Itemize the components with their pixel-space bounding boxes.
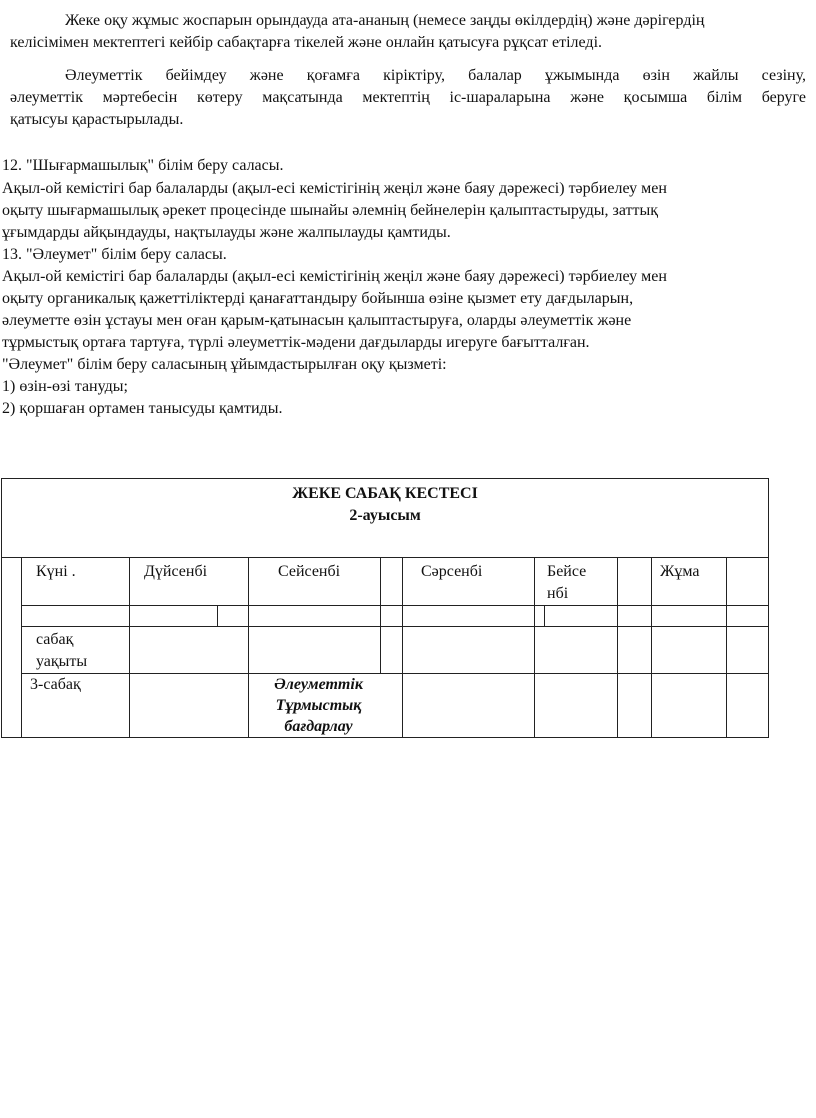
section-13-line-3: әлеуметте өзін ұстауы мен оған қарым-қатынасын қалыптастыруға, оларды әлеуметтік және [2,312,632,329]
empty-cell [381,627,403,674]
empty-cell [403,674,535,738]
empty-cell [403,606,535,627]
empty-cell [381,606,403,627]
social-paragraph-line-2: әлеуметтік мәртебесін көтеру мақсатында мектептің іс-шараларына және қосымша білім беруге [10,89,806,106]
section-12-line-3: ұғымдарды айқындауды, нақтылауды және жалпылауды қамтиды. [2,224,451,241]
empty-cell [535,606,545,627]
section-12-line-1: Ақыл-ой кемістігі бар балаларды (ақыл-есі кемістігінің жеңіл және баяу дәрежесі) тәрбиелеу мен [2,180,667,197]
left-margin-cell [2,606,22,627]
empty-cell [535,627,618,674]
empty-cell [218,606,249,627]
section-13-heading: 13. "Әлеумет" білім беру саласы. [2,246,227,263]
section-13-line-4: тұрмыстық ортаға тартуға, түрлі әлеуметтік-мәдени дағдыларды игеруге бағытталған. [2,334,590,351]
time-label-cell: сабақ уақыты [22,627,130,674]
empty-cell [727,606,769,627]
empty-cell [545,606,618,627]
social-paragraph-line-3: қатысуы қарастырылады. [10,111,184,128]
empty-cell [249,606,381,627]
schedule-subtitle: 2-ауысым [349,507,421,524]
section-13-line-2: оқыту органикалық қажеттіліктерді қанағаттандыру бойынша өзіне қызмет ету дағдыларын, [2,290,634,307]
lesson-subject: Әлеуметтік Тұрмыстық бағдарлау [274,676,363,735]
header-friday: Жұма [652,558,727,606]
empty-cell [618,674,652,738]
empty-cell [618,606,652,627]
lesson-subject-cell [249,674,403,738]
section-13-line-1: Ақыл-ой кемістігі бар балаларды (ақыл-есі кемістігінің жеңіл және баяу дәрежесі) тәрбиелеу мен [2,268,667,285]
header-friday-extra [727,558,769,606]
empty-cell [130,674,249,738]
empty-cell [249,627,381,674]
header-tuesday: Сейсенбі [249,558,381,606]
intro-paragraph-line-2: келісімімен мектептегі кейбір сабақтарға тікелей және онлайн қатысуға рұқсат етіледі. [10,34,603,51]
header-wednesday: Сәрсенбі [403,558,535,606]
schedule-table [1,478,769,738]
empty-cell [130,606,218,627]
header-thursday-extra [618,558,652,606]
header-tuesday-extra [381,558,403,606]
empty-cell [652,606,727,627]
lesson-label-cell: 3-сабақ [22,674,130,738]
empty-cell [130,627,249,674]
section-12-line-2: оқыту шығармашылық әрекет процесінде шынайы әлемнің бейнелерін қалыптастыруды, заттық [2,202,659,219]
section-12-heading: 12. "Шығармашылық" білім беру саласы. [2,157,284,174]
header-thursday: Бейсе нбі [535,558,618,606]
empty-cell [727,674,769,738]
intro-paragraph-line-1: Жеке оқу жұмыс жоспарын орындауда ата-ананың (немесе заңды өкілдердің) және дәрігердің [65,12,705,29]
empty-cell [403,627,535,674]
schedule-title: ЖЕКЕ САБАҚ КЕСТЕСІ [292,485,478,502]
schedule-title-cell [2,479,769,558]
social-paragraph-line-1: Әлеуметтік бейімдеу және қоғамға кіріктіру, балалар ұжымында өзін жайлы сезіну, [65,67,806,84]
empty-cell [727,627,769,674]
empty-cell [618,627,652,674]
empty-cell [535,674,618,738]
section-13-item-1: 1) өзін-өзі тануды; [2,378,128,395]
section-13-line-5: "Әлеумет" білім беру саласының ұйымдастырылған оқу қызметі: [2,356,447,373]
header-monday: Дүйсенбі [130,558,249,606]
social-adaptation-paragraph [10,65,806,131]
header-day: Күні . [22,558,130,606]
empty-cell [652,674,727,738]
left-margin-cell [2,627,22,674]
left-margin-cell [2,674,22,738]
left-margin-cell [2,558,22,606]
empty-cell [22,606,130,627]
section-13-item-2: 2) қоршаған ортамен танысуды қамтиды. [2,400,283,417]
empty-cell [652,627,727,674]
